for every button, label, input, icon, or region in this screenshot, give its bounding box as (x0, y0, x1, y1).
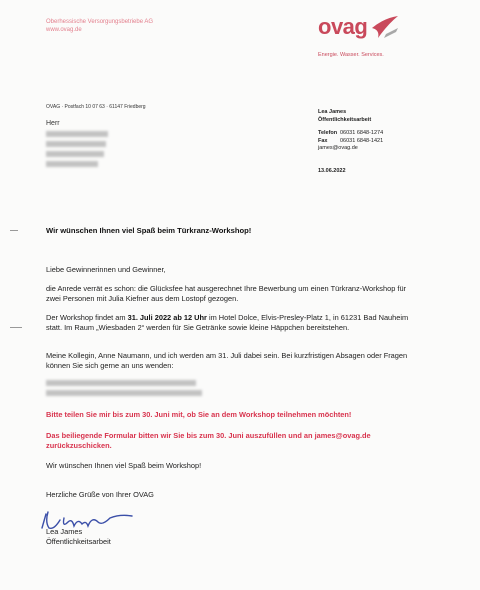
recipient-salutation: Herr (46, 120, 60, 127)
closing-wish: Wir wünschen Ihnen viel Spaß beim Workshop! (46, 461, 202, 470)
redacted-recipient-line (46, 151, 104, 157)
logo-wordmark: ovag (318, 14, 368, 39)
regards: Herzliche Grüße von Ihrer OVAG (46, 490, 154, 499)
deadline-notice: Bitte teilen Sie mir bis zum 30. Juni mit, ob Sie an dem Workshop teilnehmen möchten! (46, 410, 352, 419)
signature-block (46, 527, 111, 547)
redacted-contact-line (46, 380, 196, 386)
letter-subject: Wir wünschen Ihnen viel Spaß beim Türkranz-Workshop! (46, 226, 252, 235)
signer-department: Öffentlichkeitsarbeit (46, 537, 111, 547)
contact-fax: 06031 6848-1421 (340, 137, 384, 144)
letter-date: 13.06.2022 (318, 168, 346, 174)
sender-address-line: OVAG · Postfach 10 07 63 · 61147 Friedberg (46, 104, 146, 110)
paragraph-2: Der Workshop findet am 31. Juli 2022 ab 12 Uhr im Hotel Dolce, Elvis-Presley-Platz 1, in 61231 Bad Nauheim statt. Im Raum „Wiesbaden 2“ werden für Sie Getränke sowie kleine Häppchen bereitstehen. (46, 313, 409, 333)
contact-fax-row: Fax 06031 6848-1421 (318, 137, 384, 144)
signer-name: Lea James (46, 527, 83, 536)
contact-phone: 06031 6848-1274 (340, 130, 384, 137)
contact-department: Öffentlichkeitsarbeit (318, 116, 372, 123)
contact-phone-row: Telefon 06031 6848-1274 (318, 130, 384, 137)
contact-name: Lea James (318, 109, 347, 115)
company-website: www.ovag.de (46, 27, 82, 33)
company-name: Oberhessische Versorgungsbetriebe AG (46, 19, 154, 25)
punch-mark (10, 327, 22, 328)
redacted-recipient-line (46, 131, 108, 137)
paragraph-1: die Anrede verrät es schon: die Glücksfee hat ausgerechnet Ihre Bewerbung um einen Türkranz-Workshop für zwei Personen mit Julia Kiefner aus dem Lostopf gezogen. (46, 284, 407, 304)
fold-mark (10, 230, 18, 231)
redacted-recipient-line (46, 161, 98, 167)
ovag-logo (312, 12, 412, 64)
workshop-date: 31. Juli 2022 ab 12 Uhr (127, 313, 207, 322)
contact-block (318, 109, 383, 153)
redacted-recipient-line (46, 141, 106, 147)
contact-email: james@ovag.de (318, 145, 358, 152)
paragraph-3: Meine Kollegin, Anne Naumann, und ich werden am 31. Juli dabei sein. Bei kurzfristigen Absagen oder Fragen können Sie sich gerne an uns wenden: (46, 351, 408, 371)
form-notice: Das beiliegende Formular bitten wir Sie bis zum 30. Juni auszufüllen und an james@ovag.de zurückzuschicken. (46, 431, 371, 451)
logo-tagline: Energie. Wasser. Services. (318, 52, 384, 58)
letterhead-company (46, 18, 153, 34)
greeting: Liebe Gewinnerinnen und Gewinner, (46, 265, 166, 274)
logo-swoosh-icon (368, 14, 402, 44)
redacted-contact-line (46, 390, 202, 396)
